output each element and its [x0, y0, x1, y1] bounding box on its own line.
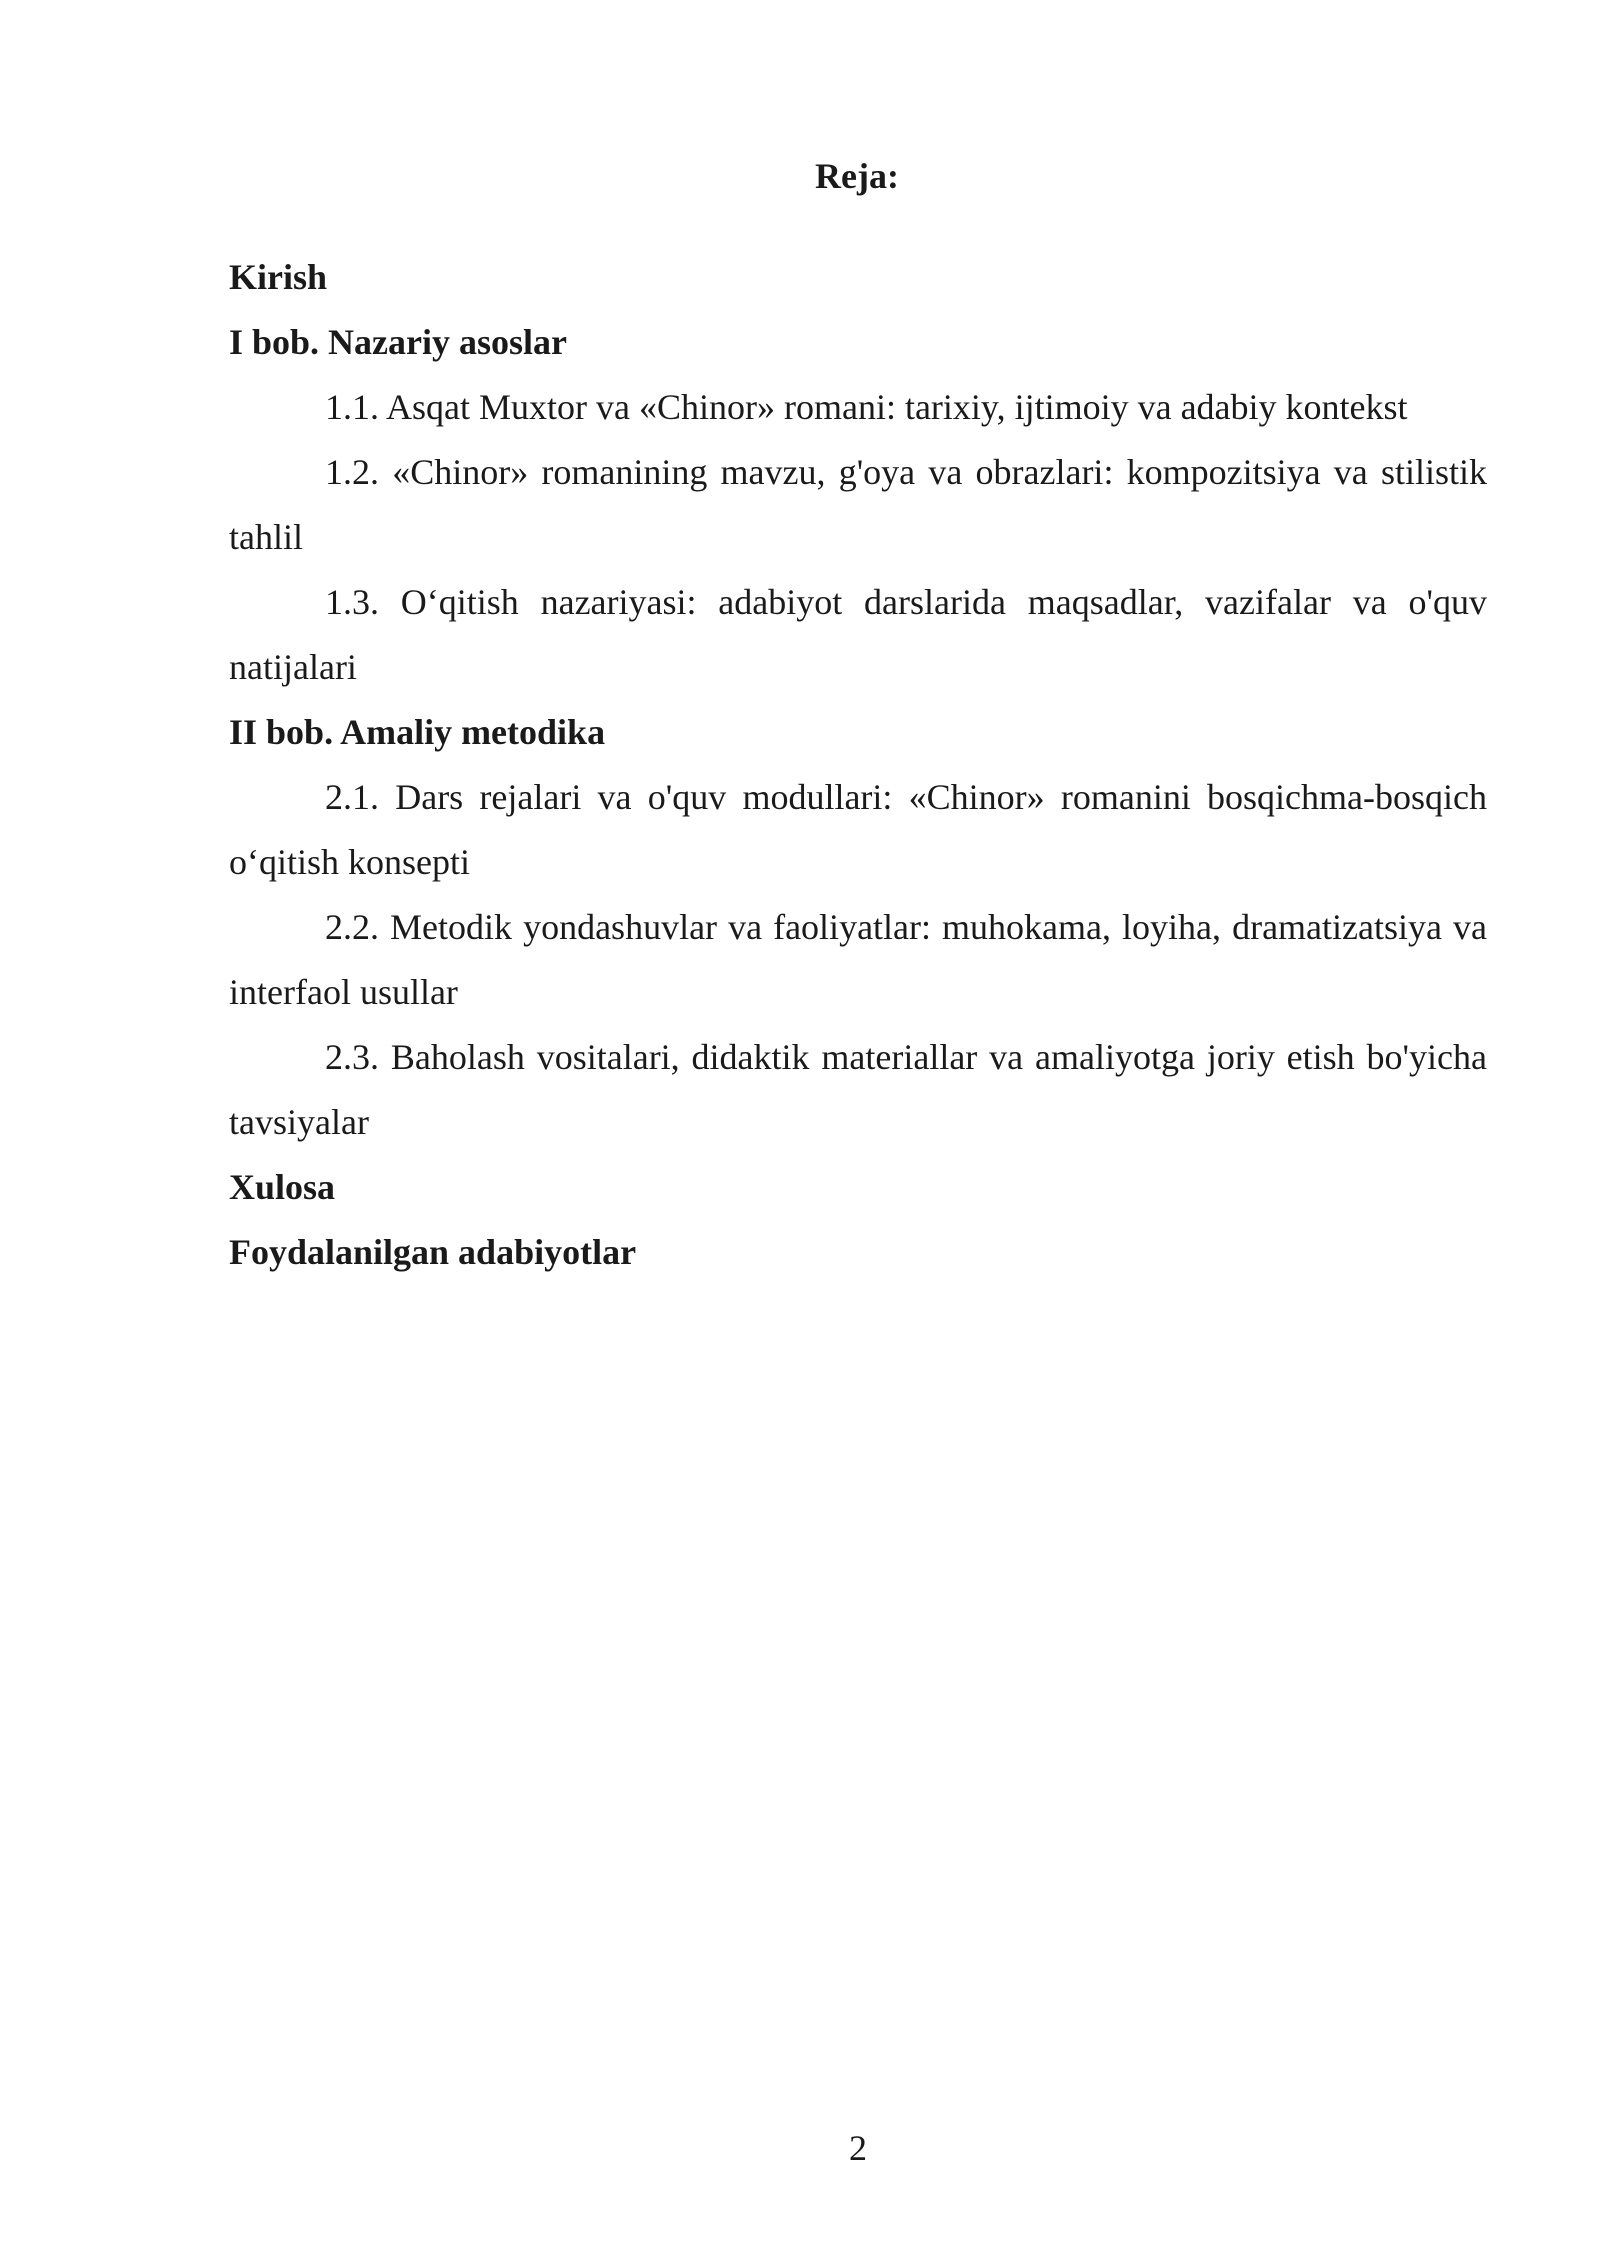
toc-heading-introduction: Kirish: [229, 257, 328, 297]
page-number: 2: [849, 2128, 867, 2168]
toc-item-1-2: 1.2. «Chinor» romanining mavzu, g'oya va obrazlari: kompozitsiya va stilistik tahlil: [229, 452, 1487, 557]
page-title: Reja:: [815, 156, 899, 196]
toc-item-2-3: 2.3. Baholash vositalari, didaktik materiallar va amaliyotga joriy etish bo'yicha tavsiyalar: [229, 1037, 1487, 1142]
table-of-contents: [229, 245, 1487, 1285]
toc-heading-chapter-1: I bob. Nazariy asoslar: [229, 322, 568, 362]
toc-item-1-1: 1.1. Asqat Muxtor va «Chinor» romani: tarixiy, ijtimoiy va adabiy kontekst: [325, 387, 1408, 427]
toc-item-1-3: 1.3. O‘qitish nazariyasi: adabiyot darslarida maqsadlar, vazifalar va o'quv natijalari: [229, 582, 1487, 687]
toc-item-2-1: 2.1. Dars rejalari va o'quv modullari: «Chinor» romanini bosqichma-bosqich o‘qitish konsepti: [229, 777, 1487, 882]
toc-heading-chapter-2: II bob. Amaliy metodika: [229, 712, 606, 752]
toc-heading-references: Foydalanilgan adabiyotlar: [229, 1232, 637, 1272]
toc-item-2-2: 2.2. Metodik yondashuvlar va faoliyatlar: muhokama, loyiha, dramatizatsiya va interfaol usullar: [229, 907, 1487, 1012]
toc-heading-conclusion: Xulosa: [229, 1167, 336, 1207]
